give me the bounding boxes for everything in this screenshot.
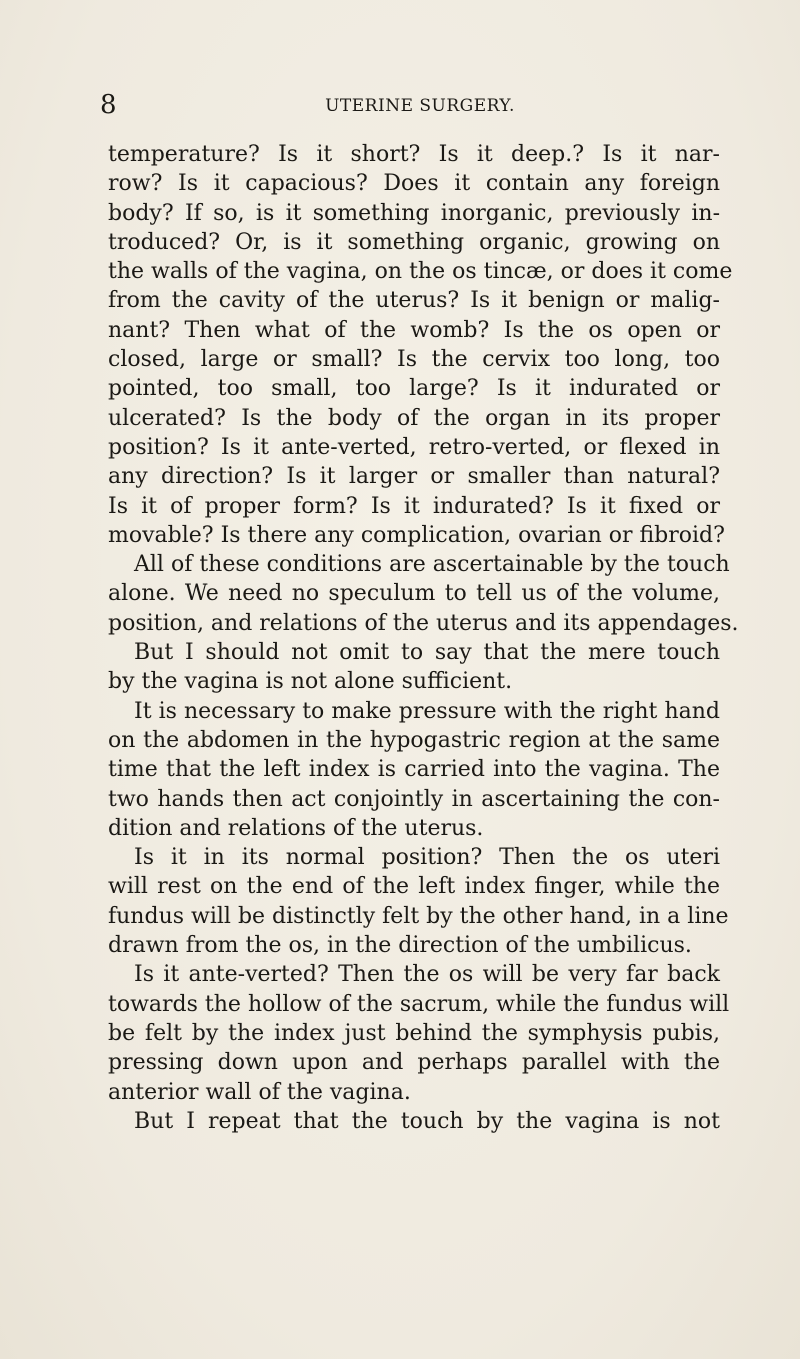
text-line: anterior wall of the vagina. xyxy=(108,1079,411,1105)
text-line: body? If so, is it something inorganic, previously in- xyxy=(108,200,720,226)
text-line: any direction? Is it larger or smaller than natural? xyxy=(108,464,720,490)
text-line: time that the left index is carried into the vagina. The xyxy=(108,757,720,783)
text-line: the walls of the vagina, on the os tincæ, or does it come xyxy=(108,259,733,285)
text-line: row? Is it capacious? Does it contain any foreign xyxy=(108,171,720,197)
text-line: temperature? Is it short? Is it deep.? Is it nar- xyxy=(108,142,720,167)
text-line: pressing down upon and perhaps parallel with the xyxy=(108,1050,720,1076)
text-line: towards the hollow of the sacrum, while the fundus will xyxy=(108,991,730,1017)
running-head: UTERINE SURGERY. xyxy=(325,96,515,116)
text-line: by the vagina is not alone sufficient. xyxy=(108,669,513,695)
text-line: be felt by the index just behind the symphysis pubis, xyxy=(108,1020,720,1046)
text-line: Is it of proper form? Is it indurated? Is it fixed or xyxy=(108,493,720,519)
text-line: on the abdomen in the hypogastric region at the same xyxy=(108,727,720,753)
text-line: Is it in its normal position? Then the os uteri xyxy=(134,845,720,871)
text-line: pointed, too small, too large? Is it indurated or xyxy=(108,376,720,402)
page-header xyxy=(0,90,800,120)
text-line: movable? Is there any complication, ovarian or fibroid? xyxy=(108,522,725,548)
text-line: ulcerated? Is the body of the organ in its proper xyxy=(108,405,720,431)
text-line: from the cavity of the uterus? Is it benign or malig- xyxy=(108,288,720,314)
text-line: alone. We need no speculum to tell us of the volume, xyxy=(108,581,720,607)
text-line: position, and relations of the uterus and its appendages. xyxy=(108,610,739,636)
text-line: position? Is it ante-verted, retro-verted, or flexed in xyxy=(108,434,720,460)
text-line: dition and relations of the uterus. xyxy=(108,815,484,841)
text-line: closed, large or small? Is the cervix too long, too xyxy=(108,347,720,373)
text-line: But I repeat that the touch by the vagina is not xyxy=(134,1108,720,1134)
text-line: It is necessary to make pressure with the right hand xyxy=(134,698,720,724)
text-line: nant? Then what of the womb? Is the os open or xyxy=(108,317,720,343)
page-number: 8 xyxy=(100,90,117,120)
text-line: All of these conditions are ascertainable by the touch xyxy=(134,552,730,578)
body-text xyxy=(108,140,739,1136)
text-line: fundus will be distinctly felt by the other hand, in a line xyxy=(108,903,729,929)
text-line: But I should not omit to say that the mere touch xyxy=(134,640,720,666)
text-line: troduced? Or, is it something organic, growing on xyxy=(108,229,720,255)
text-line: Is it ante-verted? Then the os will be very far back xyxy=(134,962,720,988)
text-line: will rest on the end of the left index finger, while the xyxy=(108,874,720,900)
text-line: two hands then act conjointly in ascertaining the con- xyxy=(108,786,720,812)
text-line: drawn from the os, in the direction of the umbilicus. xyxy=(108,933,692,959)
